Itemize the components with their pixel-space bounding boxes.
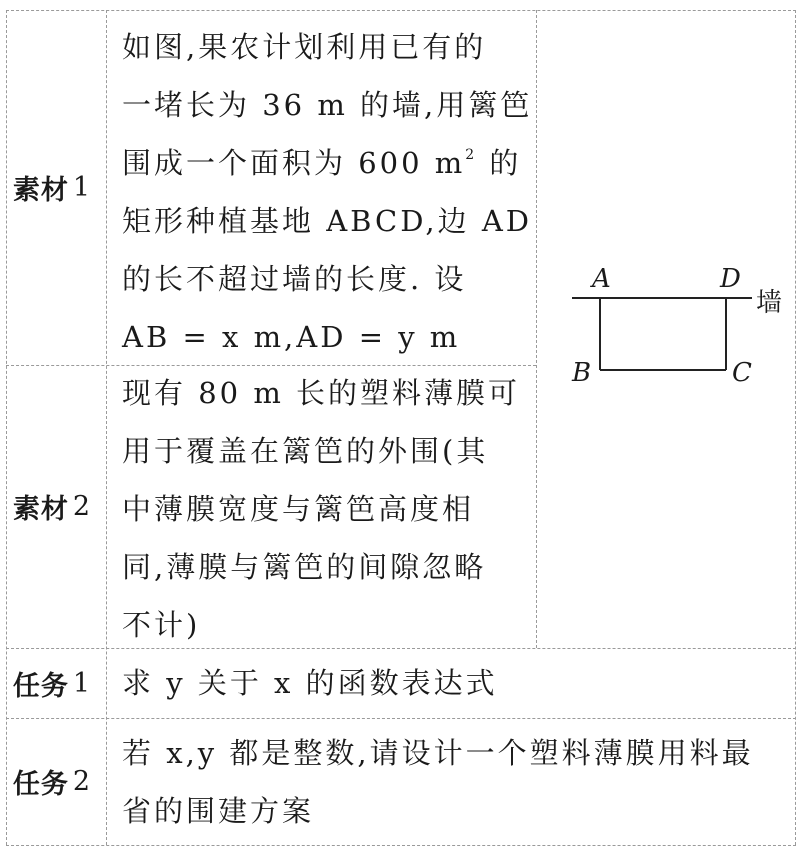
material1-line-1: 如图,果农计划利用已有的 — [122, 30, 487, 64]
label-column-divider — [106, 10, 107, 845]
material2-line-3: 中薄膜宽度与篱笆高度相 — [122, 492, 475, 526]
material1-line-3 — [122, 134, 532, 192]
task2-label-text: 任务 — [12, 769, 69, 800]
material2-line-4: 同,薄膜与篱笆的间隙忽略 — [122, 550, 487, 584]
material2-text — [122, 364, 520, 654]
task2-line-2: 省的围建方案 — [122, 794, 315, 828]
task2-text — [122, 724, 754, 840]
material1-line-4: 矩形种植基地 ABCD,边 AD — [122, 204, 533, 238]
material2-label-text: 素材 — [12, 494, 69, 525]
point-d-label: D — [720, 264, 741, 294]
rectangle-diagram — [560, 260, 800, 400]
diagram-column-divider — [536, 10, 537, 648]
task2-label-num: 2 — [72, 766, 92, 797]
material2-line-2: 用于覆盖在篱笆的外围(其 — [122, 434, 489, 468]
material1-line-2: 一堵长为 36 m 的墙,用篱笆 — [122, 88, 533, 122]
material2-label-num: 2 — [72, 491, 92, 522]
task1-text: 求 y 关于 x 的函数表达式 — [122, 666, 498, 700]
material1-label-text: 素材 — [12, 175, 69, 206]
table-right-border — [795, 10, 796, 845]
task2-label — [0, 718, 104, 845]
task1-label — [0, 648, 104, 718]
material2-line-5: 不计) — [122, 608, 201, 642]
point-b-label: B — [572, 358, 592, 388]
row-divider-3 — [6, 718, 796, 719]
point-c-label: C — [732, 358, 752, 388]
material1-text — [122, 18, 532, 366]
table-top-border — [6, 10, 796, 11]
material1-line-3-sup: 2 — [465, 147, 478, 163]
material2-line-1: 现有 80 m 长的塑料薄膜可 — [122, 376, 521, 410]
task1-label-text: 任务 — [12, 670, 69, 702]
material1-line-3-main: 围成一个面积为 600 m — [122, 146, 466, 180]
material1-label-num: 1 — [72, 172, 92, 203]
task2-line-1: 若 x,y 都是整数,请设计一个塑料薄膜用料最 — [122, 736, 754, 770]
material1-line-5: 的长不超过墙的长度. 设 — [122, 262, 467, 296]
table-bottom-border — [6, 845, 796, 846]
wall-label: 墙 — [756, 288, 783, 318]
material1-line-6: AB = x m,AD = y m — [122, 320, 461, 354]
material1-line-3-tail: 的 — [477, 146, 522, 180]
point-a-label: A — [592, 264, 611, 294]
task1-label-num: 1 — [72, 667, 92, 699]
material2-label — [0, 365, 104, 648]
material1-label — [0, 10, 104, 365]
